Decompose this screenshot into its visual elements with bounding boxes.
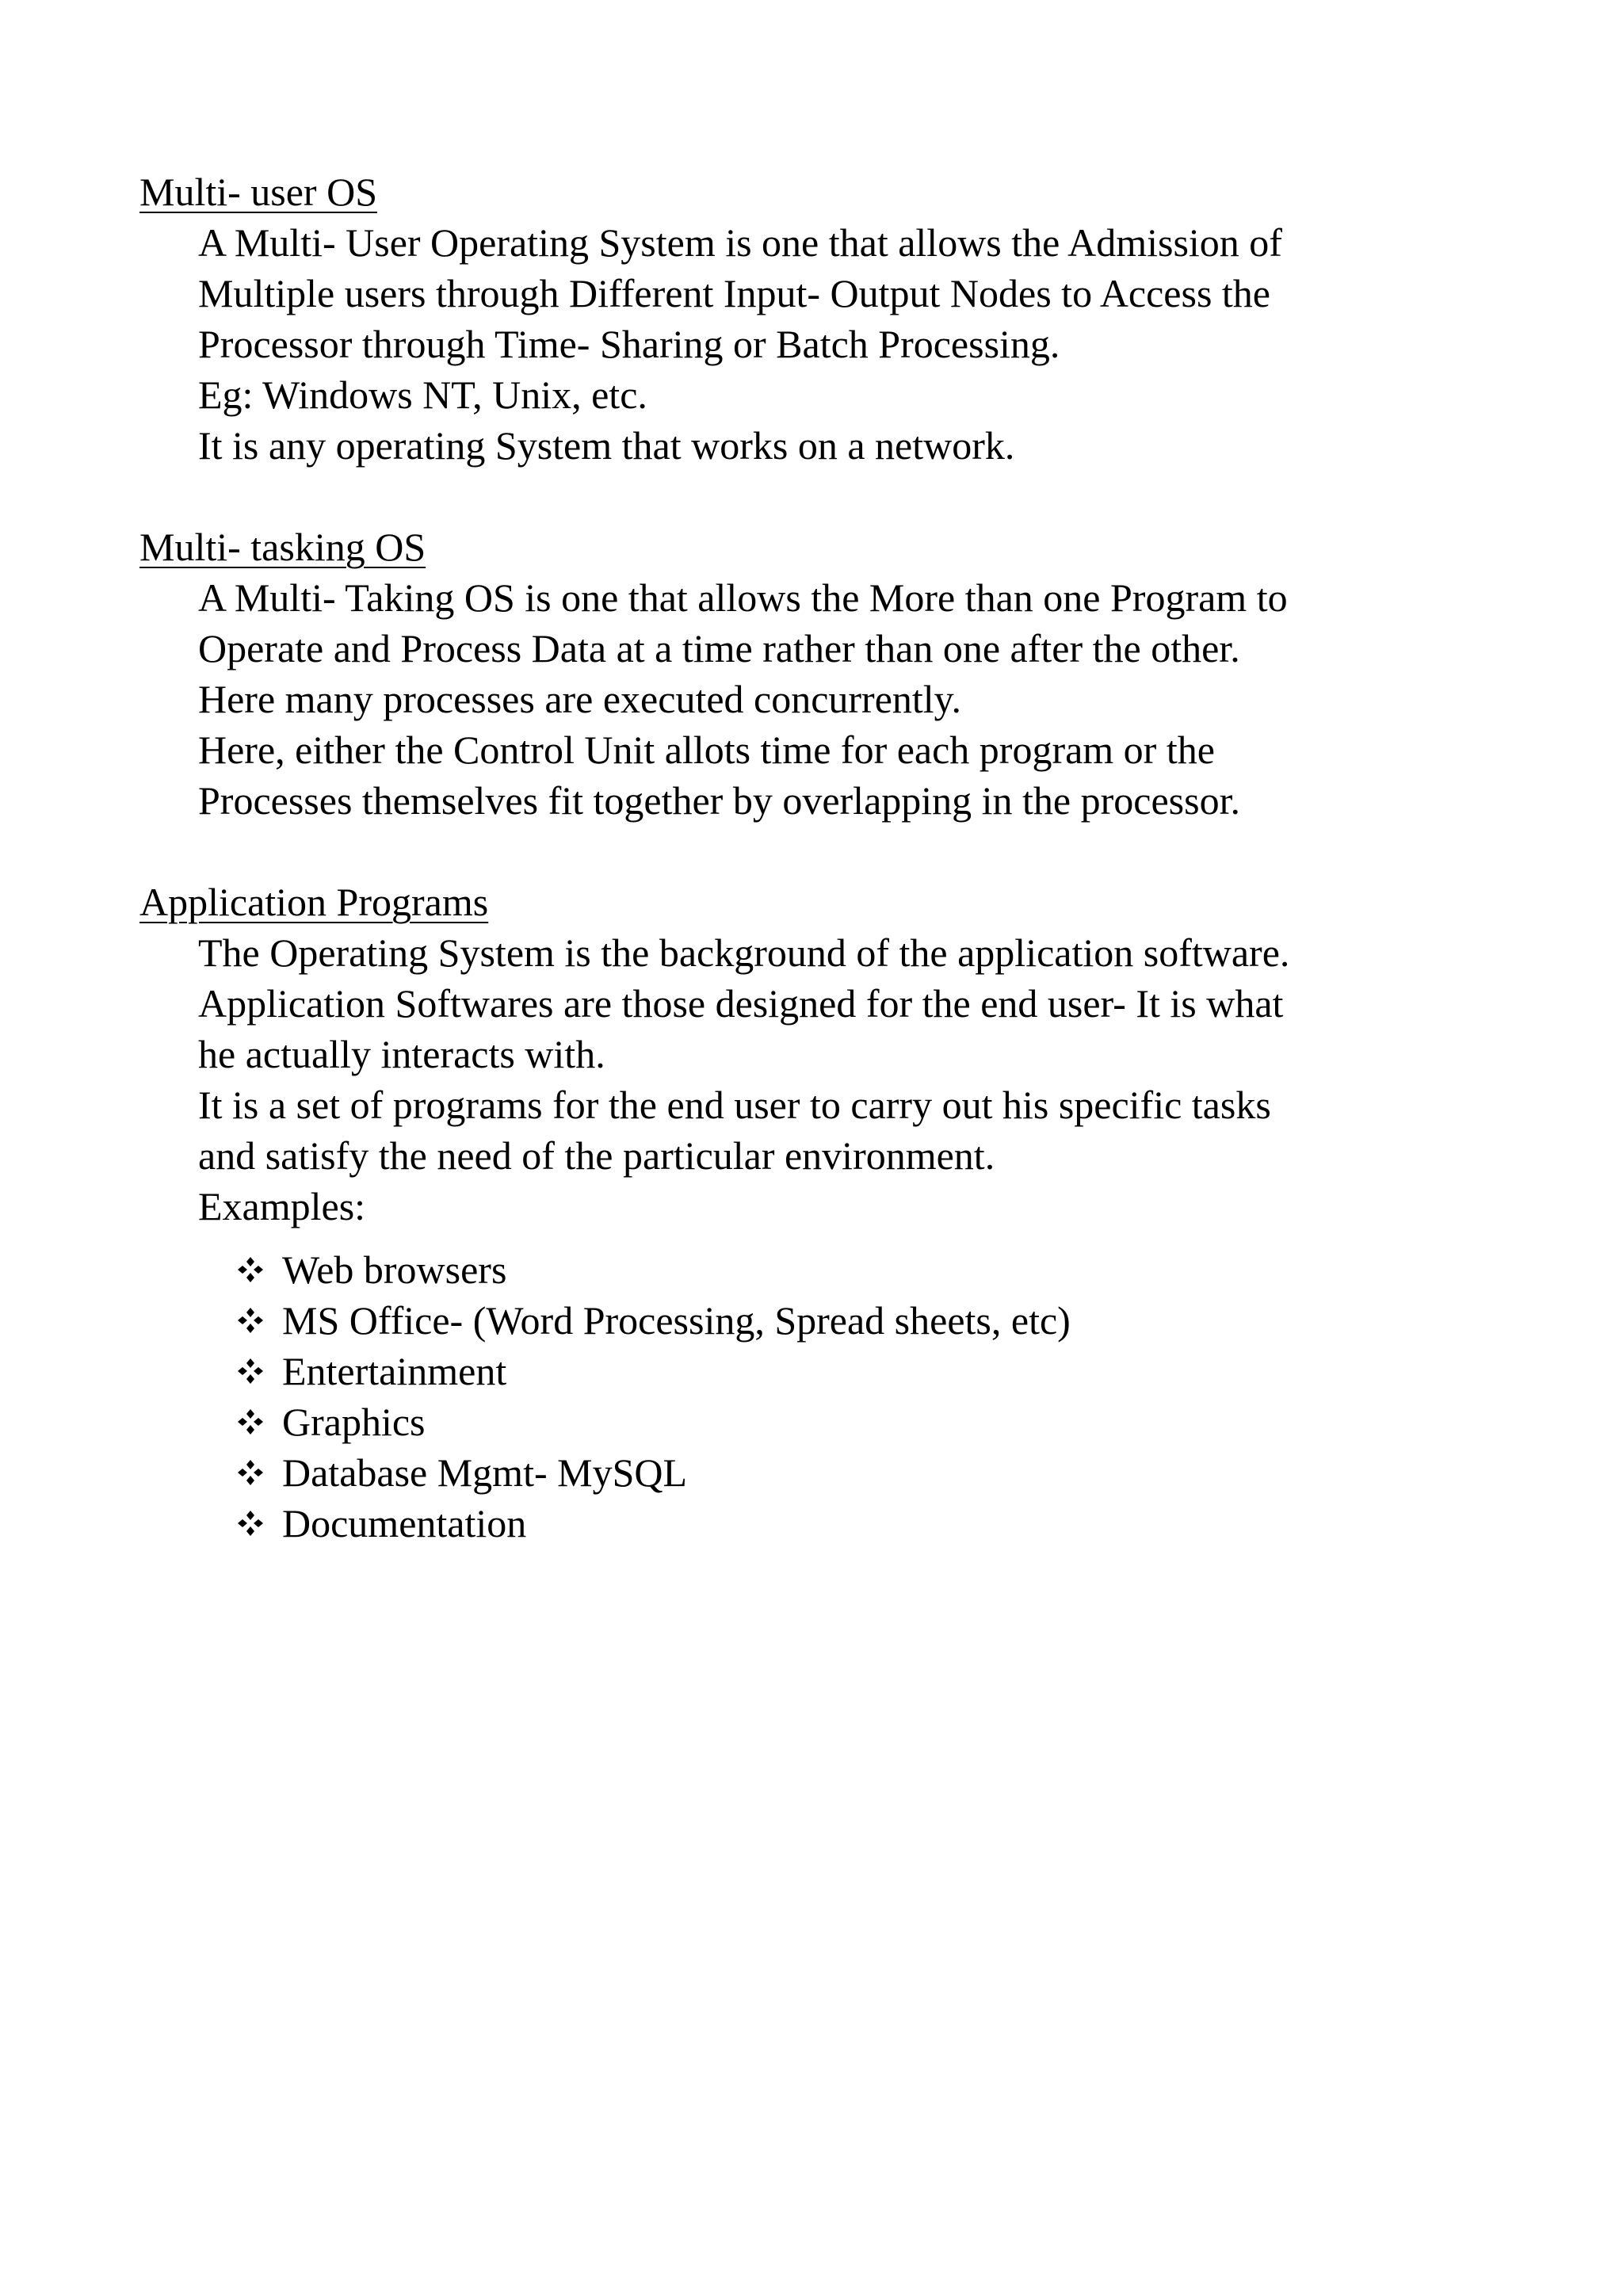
- list-item: [236, 1498, 1487, 1549]
- body-line: The Operating System is the background of the application software.: [198, 930, 1290, 975]
- list-item-text: MS Office- (Word Processing, Spread sheets, etc): [282, 1298, 1071, 1343]
- list-item-text: Database Mgmt- MySQL: [282, 1450, 688, 1495]
- four-diamond-bullet-icon: [236, 1305, 274, 1336]
- list-item-text: Entertainment: [282, 1349, 507, 1393]
- four-diamond-bullet-icon: [236, 1406, 274, 1438]
- list-item: [236, 1244, 1487, 1295]
- section-heading: Multi- user OS: [139, 170, 377, 214]
- four-diamond-bullet-icon: [236, 1507, 274, 1539]
- body-line: Application Softwares are those designed for the end user- It is what: [198, 981, 1284, 1026]
- examples-list: [236, 1244, 1487, 1549]
- body-line: It is any operating System that works on a network.: [198, 423, 1015, 468]
- section-body: [198, 927, 1487, 1232]
- body-line: and satisfy the need of the particular environment.: [198, 1133, 995, 1178]
- section-body: [198, 572, 1487, 826]
- body-line: A Multi- Taking OS is one that allows the More than one Program to: [198, 575, 1288, 620]
- four-diamond-bullet-icon: [236, 1355, 274, 1387]
- body-line: Here many processes are executed concurrently.: [198, 677, 961, 721]
- body-line: Multiple users through Different Input- Output Nodes to Access the: [198, 271, 1271, 315]
- body-line: he actually interacts with.: [198, 1032, 605, 1076]
- section-multi-user-os: [139, 166, 1487, 471]
- four-diamond-bullet-icon: [236, 1457, 274, 1488]
- section-application-programs: [139, 877, 1487, 1561]
- section-heading: Application Programs: [139, 880, 489, 924]
- body-line: Operate and Process Data at a time rather than one after the other.: [198, 626, 1240, 670]
- list-item-text: Web browsers: [282, 1247, 507, 1292]
- body-line: Here, either the Control Unit allots time for each program or the: [198, 728, 1215, 772]
- four-diamond-bullet-icon: [236, 1254, 274, 1286]
- body-line: A Multi- User Operating System is one that allows the Admission of: [198, 220, 1282, 265]
- body-line: Processes themselves fit together by overlapping in the processor.: [198, 778, 1240, 823]
- list-item: [236, 1295, 1487, 1346]
- list-item: [236, 1447, 1487, 1498]
- section-heading: Multi- tasking OS: [139, 525, 426, 569]
- section-multi-tasking-os: [139, 521, 1487, 826]
- section-body: [198, 217, 1487, 471]
- list-item-text: Documentation: [282, 1501, 527, 1545]
- body-line: It is a set of programs for the end user to carry out his specific tasks: [198, 1083, 1271, 1127]
- body-line: Eg: Windows NT, Unix, etc.: [198, 372, 647, 417]
- body-line: Processor through Time- Sharing or Batch Processing.: [198, 322, 1060, 366]
- examples-label: Examples:: [198, 1184, 366, 1228]
- list-item: [236, 1346, 1487, 1396]
- list-item-text: Graphics: [282, 1400, 426, 1444]
- list-item: [236, 1396, 1487, 1447]
